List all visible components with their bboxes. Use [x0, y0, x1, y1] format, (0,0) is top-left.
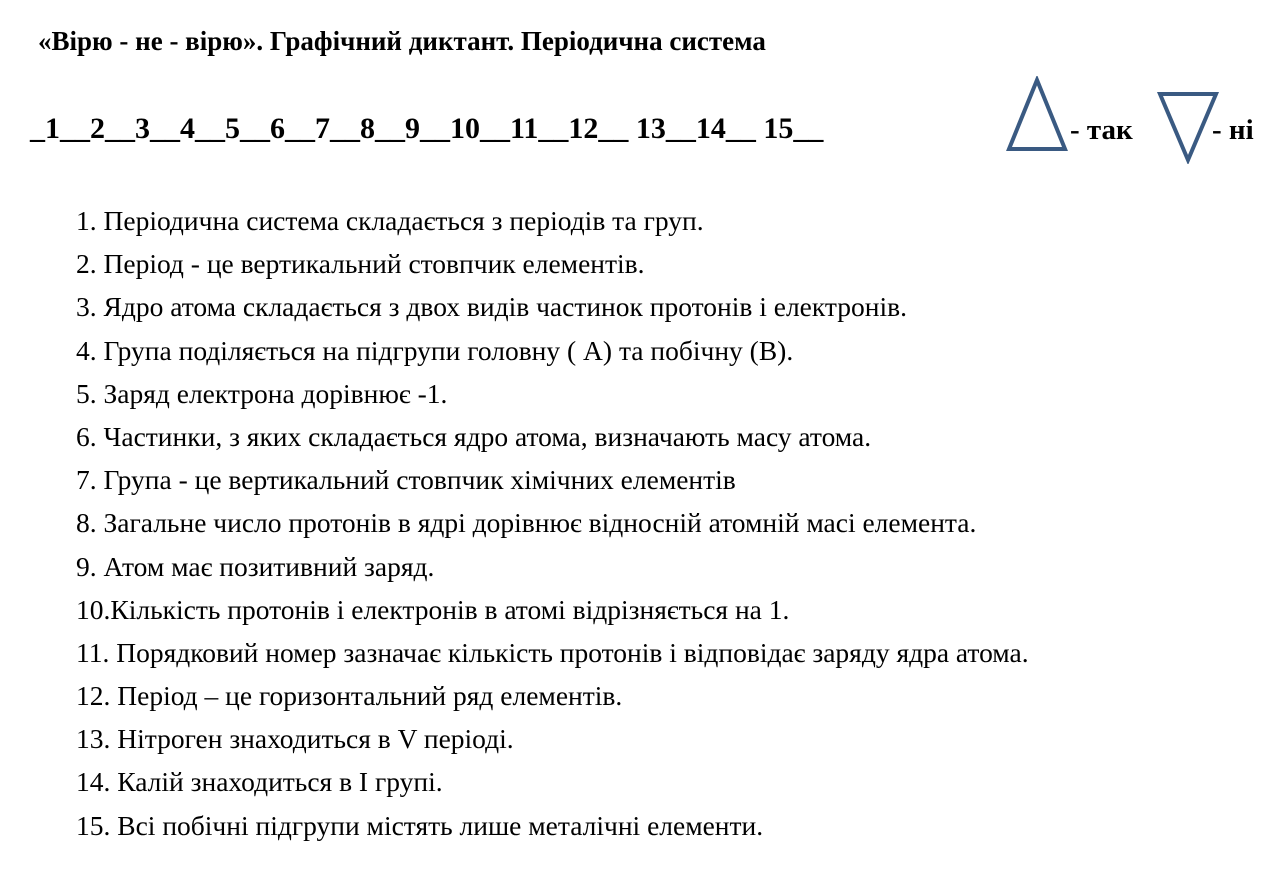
- legend-no-label: - ні: [1212, 114, 1254, 146]
- statement-item: 11. Порядковий номер зазначає кількість протонів і відповідає заряду ядра атома.: [76, 636, 1029, 668]
- statement-item: 10.Кількість протонів і електронів в атомі відрізняється на 1.: [76, 593, 790, 625]
- statement-item: 4. Група поділяється на підгрупи головну ( А) та побічну (В).: [76, 334, 794, 366]
- statement-item: 15. Всі побічні підгрупи містять лише металічні елементи.: [76, 809, 764, 841]
- triangle-up-icon: [1005, 76, 1069, 154]
- answer-sheet-row: _1__2__3__4__5__6__7__8__9__10__11__12__ 13__14__ 15__: [30, 112, 824, 145]
- statement-item: 9. Атом має позитивний заряд.: [76, 550, 435, 582]
- statement-item: 5. Заряд електрона дорівнює -1.: [76, 377, 448, 409]
- statement-item: 6. Частинки, з яких складається ядро атома, визначають масу атома.: [76, 420, 872, 452]
- page-title: «Вірю - не - вірю». Графічний диктант. Періодична система: [38, 26, 766, 56]
- legend-yes-label: - так: [1070, 114, 1133, 146]
- statement-item: 13. Нітроген знаходиться в V періоді.: [76, 723, 514, 755]
- statement-item: 12. Період – це горизонтальний ряд елементів.: [76, 680, 623, 712]
- statement-item: 14. Калій знаходиться в I групі.: [76, 766, 443, 798]
- answer-legend: [1000, 76, 1270, 166]
- statement-item: 8. Загальне число протонів в ядрі дорівнює відносній атомній масі елемента.: [76, 507, 977, 539]
- statement-list: [76, 199, 1029, 847]
- statement-item: 3. Ядро атома складається з двох видів частинок протонів і електронів.: [76, 291, 907, 323]
- triangle-down-icon: [1156, 90, 1220, 164]
- statement-item: 2. Період - це вертикальний стовпчик елементів.: [76, 248, 645, 280]
- statement-item: 1. Періодична система складається з періодів та груп.: [76, 205, 704, 236]
- statement-item: 7. Група - це вертикальний стовпчик хімічних елементів: [76, 464, 736, 496]
